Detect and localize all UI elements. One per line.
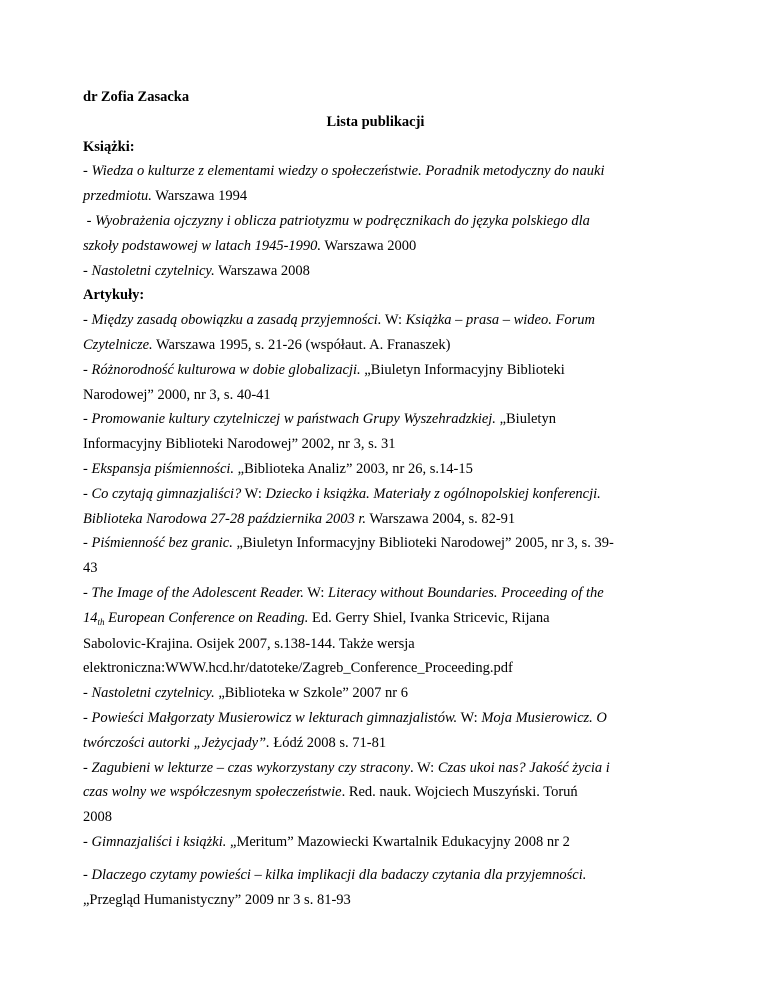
author-name: dr Zofia Zasacka bbox=[83, 89, 190, 105]
book-entry: - Wyobrażenia ojczyzny i oblicza patriotyzmu w podręcznikach do języka polskiego dla szkoły podstawowej w latach 1945-1990. Warszawa 2000 bbox=[83, 212, 590, 254]
article-entry: - Ekspansja piśmienności. „Biblioteka Analiz” 2003, nr 26, s.14-15 bbox=[83, 460, 473, 477]
article-entry: - Między zasadą obowiązku a zasadą przyjemności. W: Książka – prasa – wideo. Forum Czytelnicze. Warszawa 1995, s. 21-26 (współaut. A. Franaszek) bbox=[83, 312, 595, 353]
article-entry: - Powieści Małgorzaty Musierowicz w lekturach gimnazjalistów. W: Moja Musierowicz. O twórczości autorki „Jeżycjady”. Łódź 2008 s. 71-81 bbox=[83, 709, 607, 751]
articles-heading: Artykuły: bbox=[83, 287, 145, 304]
article-entry: - Piśmienność bez granic. „Biuletyn Informacyjny Biblioteki Narodowej” 2005, nr 3, s. 39- 43 bbox=[83, 535, 614, 577]
books-heading: Książki: bbox=[83, 138, 135, 155]
article-entry: - The Image of the Adolescent Reader. W: Literacy without Boundaries. Proceeding of the $14_{th}$ European Conference on Reading. Ed. Gerry Shiel, Ivanka Stricevic, Rijana Sabolovic-Krajina. Osijek 2007, s.138-144. Także wersja elektroniczna:WWW.hcd.hr/datoteke/Zagreb_Conference_Proceeding.pdf bbox=[83, 584, 604, 677]
article-entry: - Dlaczego czytamy powieści – kilka implikacji dla badaczy czytania dla przyjemności. „Przegląd Humanistyczny” 2009 nr 3 s. 81-93 bbox=[83, 866, 587, 908]
book-entry: - Nastoletni czytelnicy. Warszawa 2008 bbox=[83, 262, 310, 279]
article-entry: - Zagubieni w lekturze – czas wykorzystany czy stracony. W: Czas ukoi nas? Jakość życia i czas wolny we współczesnym społeczeństwie. Red. nauk. Wojciech Muszyński. Toruń 2008 bbox=[83, 759, 610, 826]
article-entry: - Gimnazjaliści i książki. „Meritum” Mazowiecki Kwartalnik Edukacyjny 2008 nr 2 bbox=[83, 833, 570, 850]
article-entry: - Promowanie kultury czytelniczej w państwach Grupy Wyszehradzkiej. „Biuletyn Informacyjny Biblioteki Narodowej” 2002, nr 3, s. 31 bbox=[83, 411, 556, 453]
document-title: Lista publikacji bbox=[326, 113, 425, 130]
article-entry: - Co czytają gimnazjaliści? W: Dziecko i książka. Materiały z ogólnopolskiej konferencji. Biblioteka Narodowa 27-28 października 2003 r. Warszawa 2004, s. 82-91 bbox=[83, 485, 601, 527]
book-entry: - Wiedza o kulturze z elementami wiedzy o społeczeństwie. Poradnik metodyczny do nauki przedmiotu. Warszawa 1994 bbox=[83, 163, 605, 205]
article-entry: - Różnorodność kulturowa w dobie globalizacji. „Biuletyn Informacyjny Biblioteki Narodowej” 2000, nr 3, s. 40-41 bbox=[83, 361, 565, 403]
article-entry: - Nastoletni czytelnicy. „Biblioteka w Szkole” 2007 nr 6 bbox=[83, 685, 408, 702]
